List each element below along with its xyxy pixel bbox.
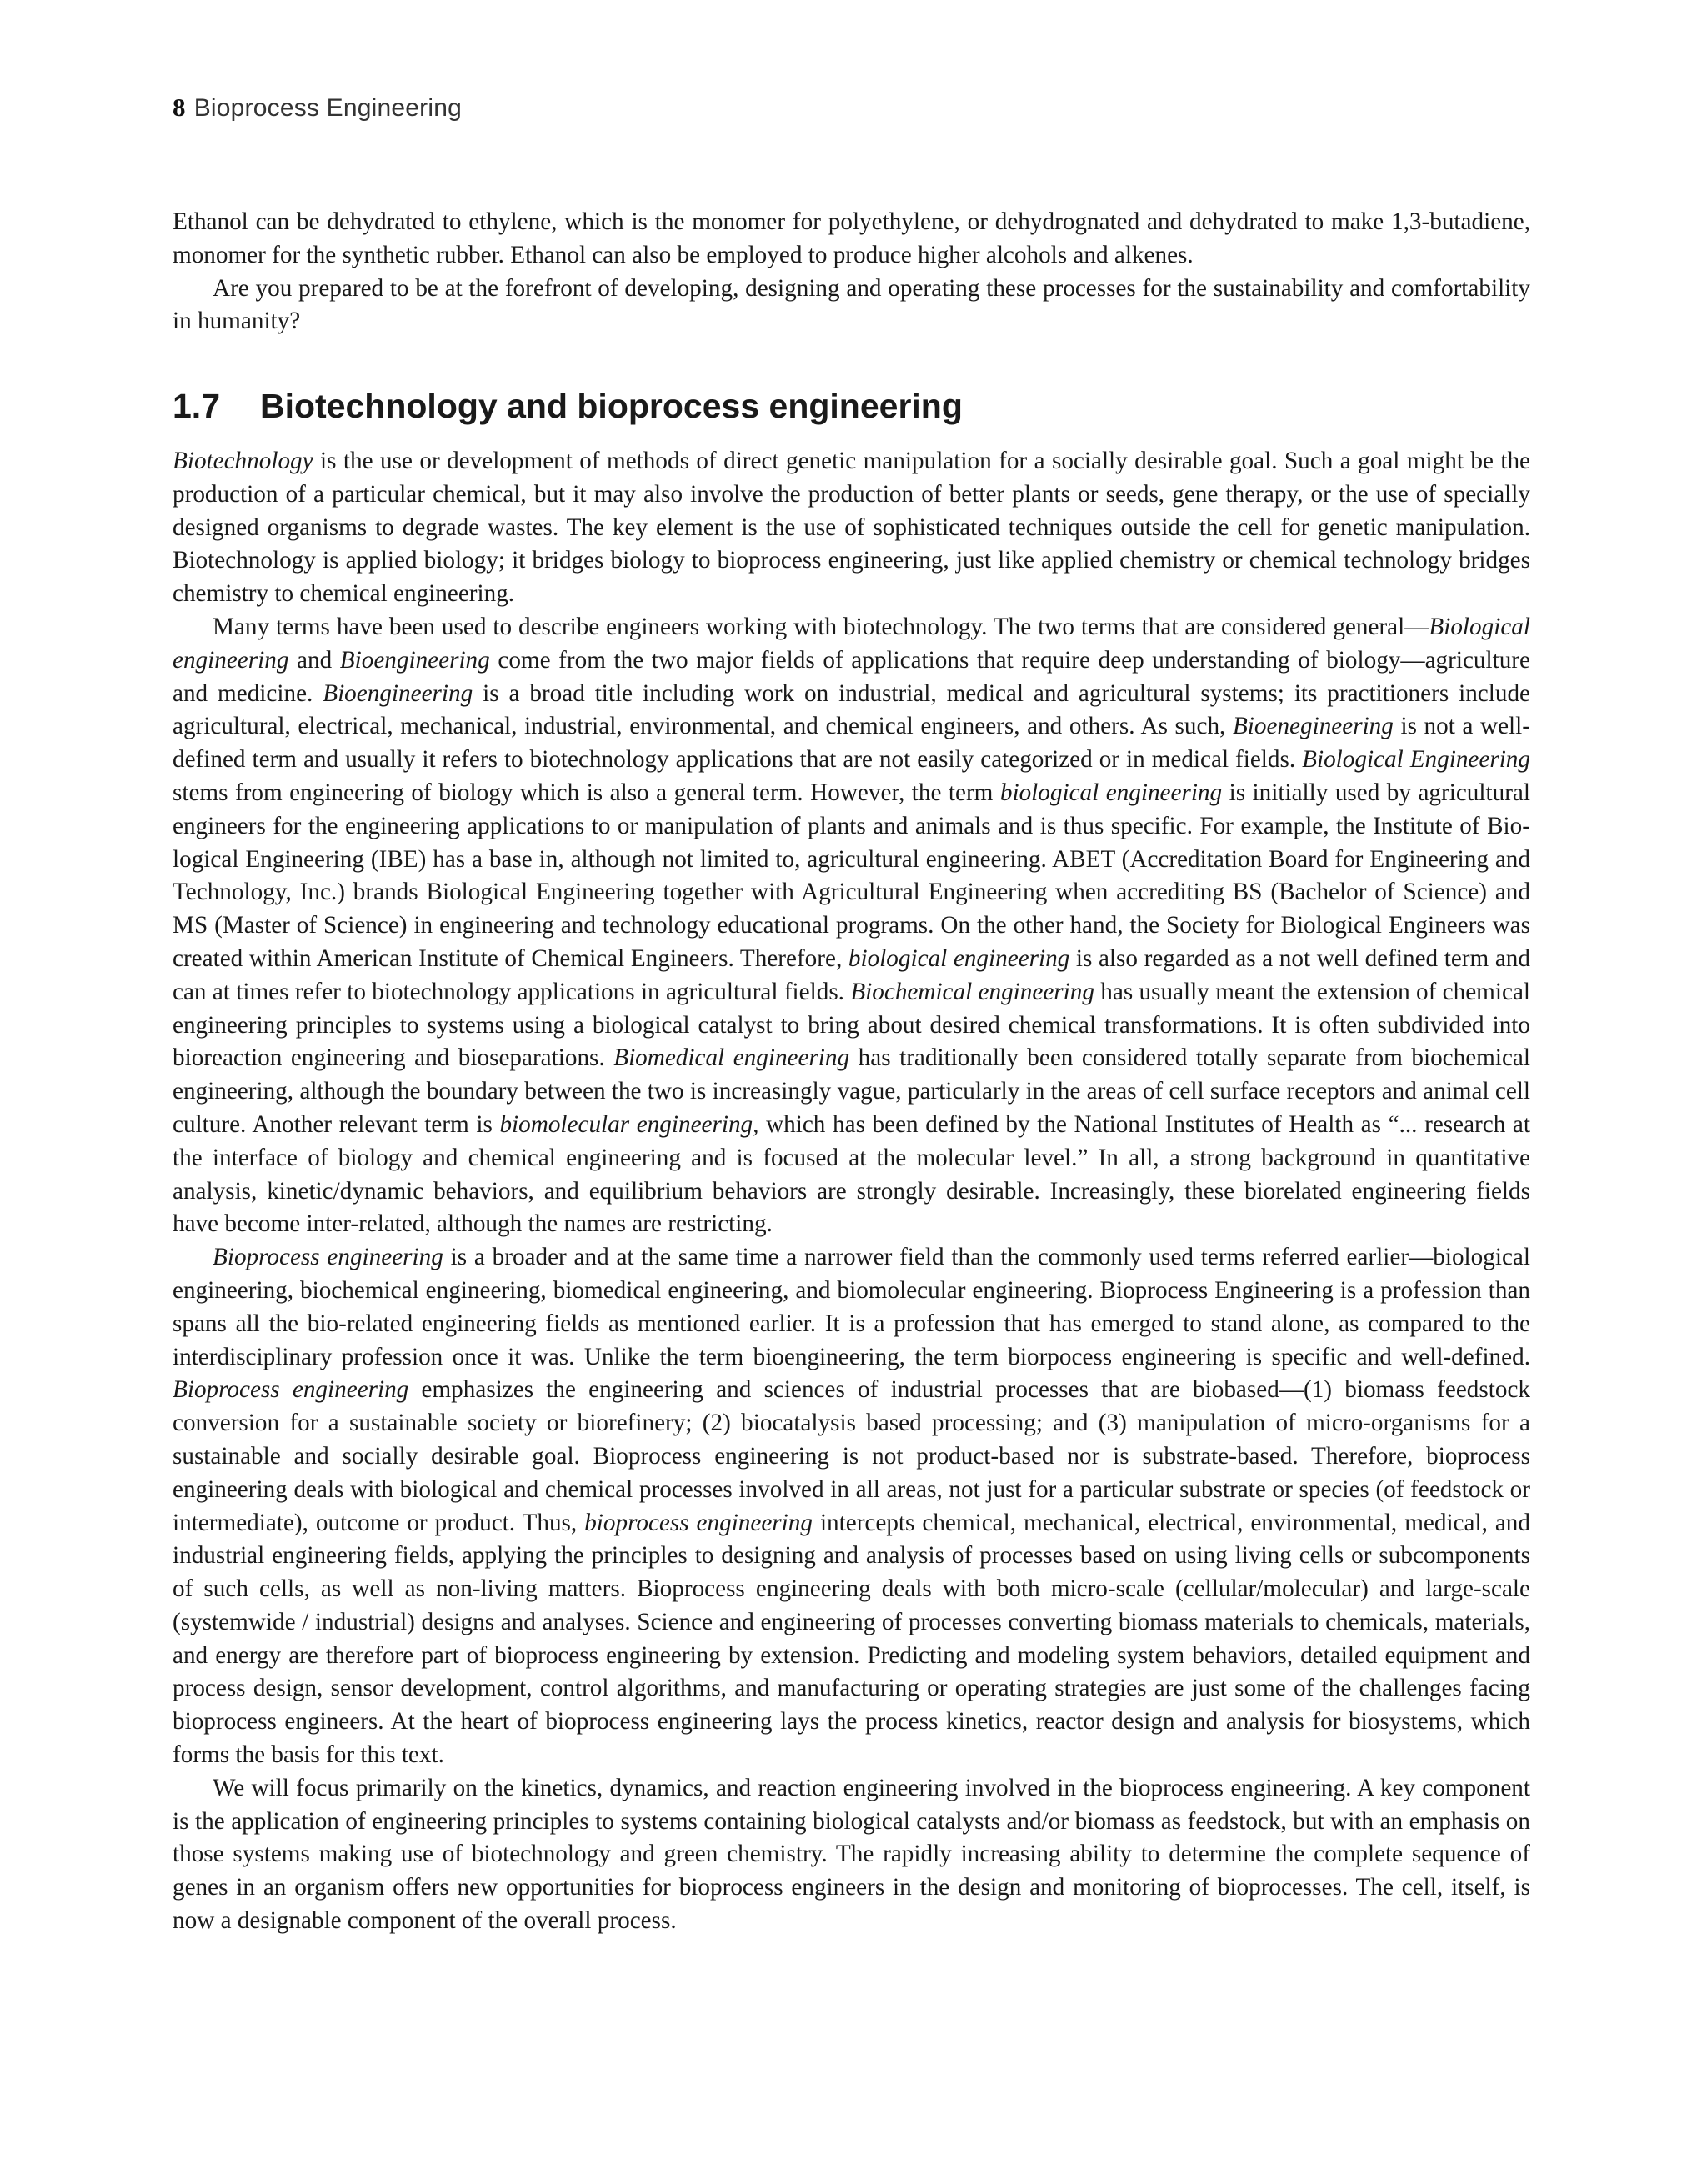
italic-term: Biological Engineering: [1302, 746, 1530, 774]
italic-term: Biomedical engineering: [613, 1044, 850, 1072]
text-run: come from the two major fields of applications that require deep understanding of biology—agriculture and medicine.: [173, 646, 1530, 707]
intro-paragraph-1: Ethanol can be dehydrated to ethylene, which is the monomer for polyethylene, or dehydrognated and dehydrated to make 1,3-butadiene, monomer for the synthetic rubber. Ethanol can also be employed to produce higher alcohols and alkenes.: [173, 208, 1530, 268]
text-run: is also regarded as a not well defined term and can at times refer to biotechnology applications in agricultural fields.: [173, 944, 1530, 1005]
text-run: is the use or development of methods of direct genetic manipulation for a socially desirable goal. Such a goal might be the production of a particular chemical, but it may also involve the production of better plants or seeds, gene therapy, or the use of specially designed organisms to degrade wastes. The key element is the use of sophisticated techniques outside the cell for genetic manipulation. Biotechnology is applied biology; it bridges biology to bioprocess engineering, just like applied chemistry or chemical technology bridges chemistry to chemical engineering.: [173, 448, 1530, 608]
italic-term: Biochemical engineering: [850, 978, 1094, 1005]
section-body: [173, 445, 1530, 1938]
text-run: is initially used by agricultural engineers for the engineering applications to or manipulation of plants and animals and is thus specific. For example, the Institute of Biological Engineering (IBE) has a base in, although not limited to, agricultural engineering. ABET (Accreditation Board for Engineering and Technology, Inc.) brands Biological Engineering together with Agricultural Engineering when accrediting BS (Bachelor of Science) and MS (Master of Science) in engineering and technology educational programs. On the other hand, the Society for Biological Engineers was created within American Institute of Chemical Engineers. Therefore,: [173, 779, 1530, 972]
text-run: has usually meant the extension of chemical engineering principles to systems using a biological catalyst to bring about desired chemical transformations. It is often subdivided into bioreaction engineering and bioseparations.: [173, 978, 1531, 1072]
section-heading: [173, 387, 963, 426]
text-run: stems from engineering of biology which is also a general term. However, the term: [173, 779, 1000, 806]
text-run: which has been defined by the National Institutes of Health as “... research at the interface of biology and chemical engineering and is focused at the molecular level.” In all, a strong background in quantitative analysis, kinetic/dynamic behaviors, and equilibrium behaviors are strongly desirable. Increasingly, these biorelated engineering fields have become inter-related, although the names are restricting.: [173, 1110, 1530, 1238]
text-run: is a broader and at the same time a narrower field than the commonly used terms referred earlier—biological engineering, biochemical engineering, biomedical engineering, and biomolecular engineering. Bioprocess Engineering is a profession than spans all the bio-related engineering fields as mentioned earlier. It is a profession that has emerged to stand alone, as compared to the interdisciplinary profession once it was. Unlike the term bioengineering, the term biorpocess engineering is specific and well-defined.: [173, 1244, 1530, 1370]
body-paragraph-3: [173, 1241, 1530, 1772]
text-run: is a broad title including work on industrial, medical and agricultural systems; its practitioners include agricultural, electrical, mechanical, industrial, environmental, and chemical engineers, and others. As such,: [173, 679, 1530, 740]
running-header: [173, 93, 462, 123]
running-title: Bioprocess Engineering: [193, 94, 462, 122]
italic-term: Biotechnology: [173, 448, 313, 474]
italic-term: Bioprocess engineering: [173, 1376, 409, 1404]
body-paragraph-4: [173, 1772, 1530, 1938]
body-paragraph-1: [173, 445, 1530, 611]
italic-term: biological engineering: [848, 944, 1070, 972]
italic-term: Bioprocess engineering: [213, 1244, 443, 1271]
italic-term: Bioenegineering: [1232, 713, 1394, 740]
intro-paragraph-2: Are you prepared to be at the forefront of developing, designing and operating these processes for the sustainability and comfortability in humanity?: [173, 274, 1530, 335]
section-number: 1.7: [173, 387, 220, 425]
italic-term: Bioengineering: [339, 646, 490, 674]
text-run: and: [288, 646, 340, 674]
text-run: is not a well-defined term and usually it refers to biotechnology applications that are not easily categorized or in medical fields.: [173, 713, 1530, 774]
page-number: 8: [173, 93, 186, 122]
italic-term: Bioengineering: [323, 679, 473, 707]
text-run: emphasizes the engineering and sciences of industrial processes that are biobased—(1) biomass feedstock conversion for a sustainable society or biorefinery; (2) biocatalysis based processing; and (3) manipulation of micro-organisms for a sustainable and socially desirable goal. Bioprocess engineering is not product-based nor is substrate-based. Therefore, bioprocess engineering deals with biological and chemical processes involved in all areas, not just for a particular substrate or species (of feedstock or intermediate), outcome or product. Thus,: [173, 1376, 1530, 1536]
intro-text: [173, 206, 1530, 338]
text-run: We will focus primarily on the kinetics, dynamics, and reaction engineering involved in the bioprocess engineering. A key component is the application of engineering principles to systems containing biological catalysts and/or biomass as feedstock, but with an emphasis on those systems making use of biotechnology and green chemistry. The rapidly increasing ability to determine the complete sequence of genes in an organism offers new opportunities for bioprocess engineers in the design and monitoring of bioprocesses. The cell, itself, is now a designable component of the overall process.: [173, 1774, 1530, 1935]
italic-term: biological engineering: [999, 779, 1223, 806]
italic-term: bioprocess engineering: [584, 1509, 813, 1536]
italic-term: biomolecular engineering,: [499, 1110, 759, 1138]
text-run: Many terms have been used to describe engineers working with biotechnology. The two terms that are considered general—: [213, 613, 1429, 640]
section-title: Biotechnology and bioprocess engineering: [260, 387, 963, 425]
text-run: intercepts chemical, mechanical, electrical, environmental, medical, and industrial engineering fields, applying the principles to designing and analysis of processes based on using living cells or subcomponents of such cells, as well as non-living matters. Bioprocess engineering deals with both micro-scale (cellular/​molecular) and large-scale (systemwide / industrial) designs and analyses. Science and engineering of processes converting biomass materials to chemicals, materials, and energy are therefore part of bioprocess engineering by extension. Predicting and modeling system behaviors, detailed equipment and process design, sensor development, control algorithms, and manufacturing or operating strategies are just some of the challenges facing bioprocess engineers. At the heart of bioprocess engineering lays the process kinetics, reactor design and analysis for biosystems, which forms the basis for this text.: [173, 1509, 1530, 1769]
text-run: has traditionally been considered totally separate from biochemical engineering, although the boundary between the two is increasingly vague, particularly in the areas of cell surface receptors and animal cell culture. Another relevant term is: [173, 1044, 1530, 1138]
body-paragraph-2: [173, 611, 1530, 1241]
italic-term: Biological engineering: [173, 613, 1530, 674]
